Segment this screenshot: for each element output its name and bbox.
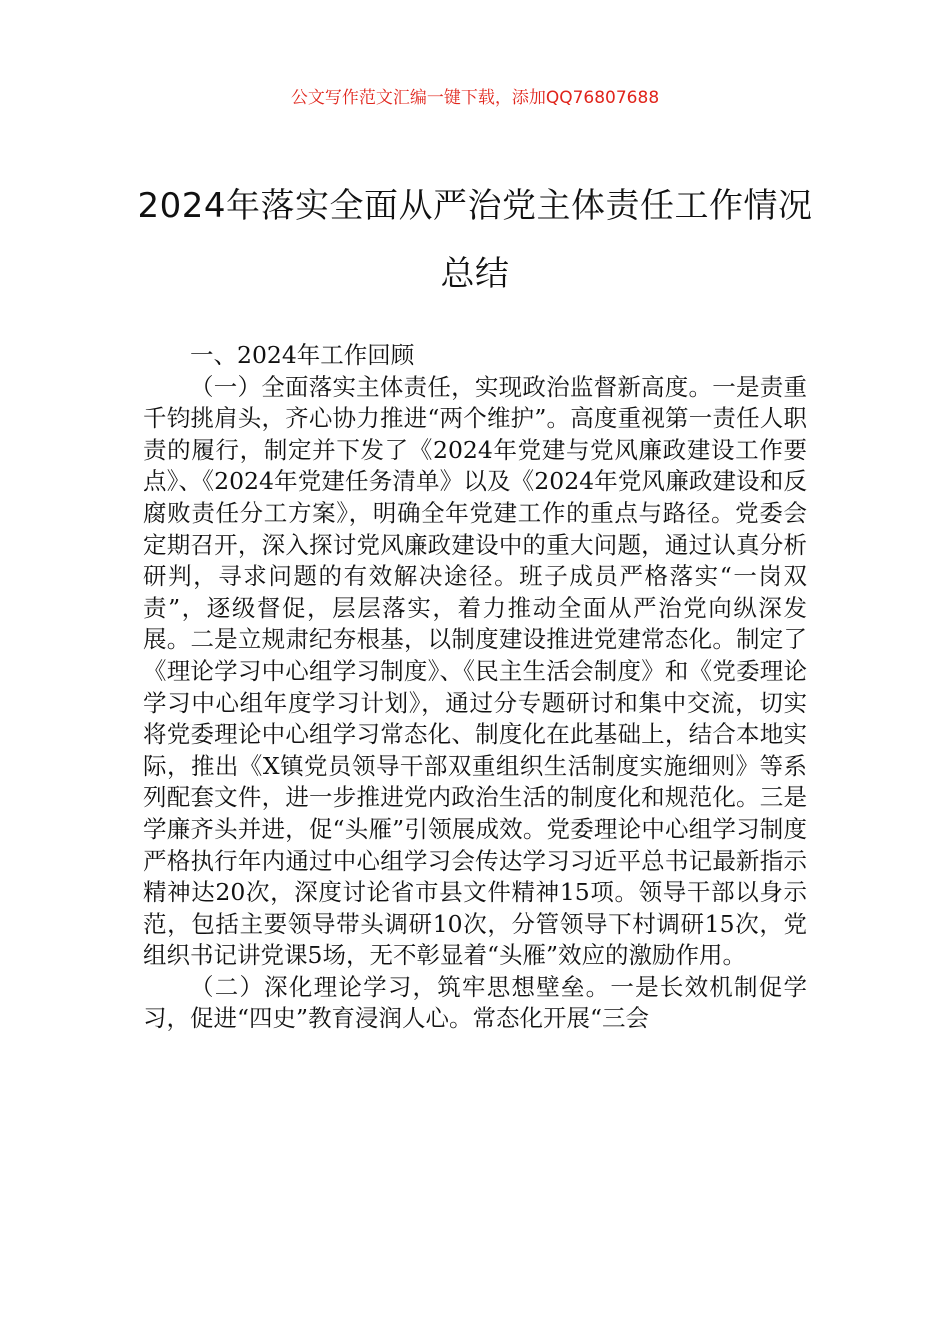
document-title: 2024年落实全面从严治党主体责任工作情况总结 — [137, 186, 813, 294]
section-heading: 一、2024年工作回顾 — [190, 341, 415, 369]
body-paragraph-2: （二）深化理论学习，筑牢思想壁垒。一是长效机制促学习，促进“四史”教育浸润人心。常态化开展“三会 — [143, 972, 807, 1033]
document-body — [143, 340, 807, 1035]
download-banner: 公文写作范文汇编一键下载，添加QQ76807688 — [290, 88, 660, 108]
body-paragraph-1: （一）全面落实主体责任，实现政治监督新高度。一是责重千钧挑肩头，齐心协力推进“两个维护”。高度重视第一责任人职责的履行，制定并下发了《2024年党建与党风廉政建设工作要点》、《2024年党建任务清单》以及《2024年党风廉政建设和反腐败责任分工方案》，明确全年党建工作的重点与路径。党委会定期召开，深入探讨党风廉政建设中的重大问题，通过认真分析研判，寻求问题的有效解决途径。班子成员严格落实“一岗双责”，逐级督促，层层落实，着力推动全面从严治党向纵深发展。二是立规肃纪夯根基，以制度建设推进党建常态化。制定了《理论学习中心组学习制度》、《民主生活会制度》和《党委理论学习中心组年度学习计划》，通过分专题研讨和集中交流，切实将党委理论中心组学习常态化、制度化在此基础上，结合本地实际，推出《X镇党员领导干部双重组织生活制度实施细则》等系列配套文件，进一步推进党内政治生活的制度化和规范化。三是学廉齐头并进，促“头雁”引领展成效。党委理论中心组学习制度严格执行年内通过中心组学习会传达学习习近平总书记最新指示精神达20次，深度讨论省市县文件精神15项。领导干部以身示范，包括主要领导带头调研10次，分管领导下村调研15次，党组织书记讲党课5场，无不彰显着“头雁”效应的激励作用。 — [143, 372, 807, 970]
